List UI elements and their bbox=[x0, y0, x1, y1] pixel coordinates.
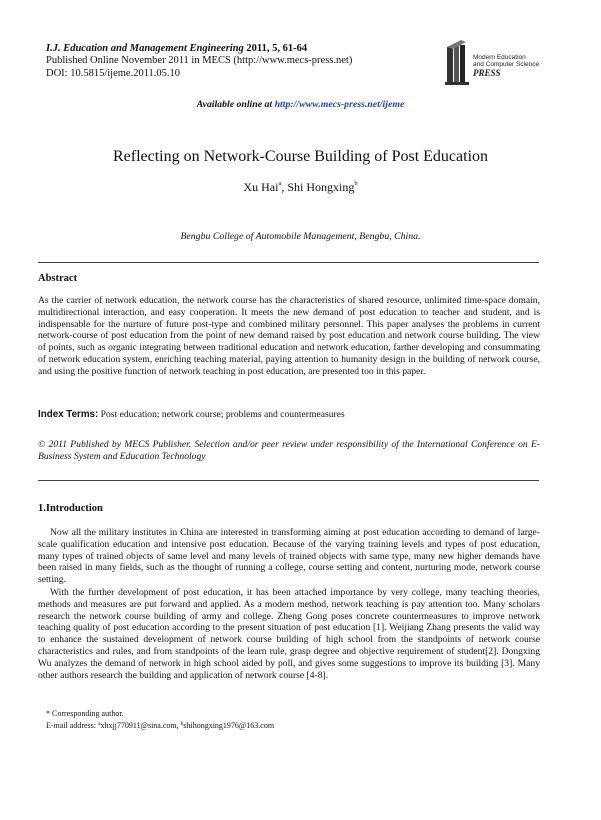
publication-info: Published Online November 2011 in MECS (http://www.mecs-press.net) bbox=[46, 55, 353, 66]
affiliation: Bengbu College of Automobile Management, Bengbu, China. bbox=[180, 231, 421, 242]
footnote-email bbox=[46, 719, 274, 731]
abstract-body: As the carrier of network education, the network course has the characteristics of shared resource, unlimited time-space domain, multidirectional interaction, and easy cooperation. It meets the new demand of post education to teacher and student, and is indispensable for the nurture of future post-type and combined military personnel. This paper analyses the problems in current network-course of post education from the point of new demand raised by post education and network course building. The view of points, such as organic integrating between traditional education and network education, farther developing and consummating of network education system, enriching teaching material, paying attention to humanity design in the building of network course, and using the positive function of network teaching in post education, are presented too in this paper. bbox=[38, 295, 540, 377]
author-line bbox=[0, 180, 601, 195]
index-terms bbox=[38, 409, 345, 420]
introduction-heading: 1.Introduction bbox=[38, 503, 103, 514]
introduction-paragraph-2: With the further development of post education, it has been attached importance by very college, many teaching theories, methods and measures are put forward and applied. As a modern method, network teaching is pay attention too. Many scholars research the network course building of army and college. Zheng Gong poses concrete countermeasures to improve network teaching quality of post education according to the present situation of post education [1]. Weijiang Zhang presents the valid way to enhance the sustained development of network course building of high school from the standpoints of network course characteristics and rules, and from standpoints of the learn rule, grasp degree and objective requirement of student[2]. Dongxing Wu analyzes the demand of network in high school aided by poll, and gives some suggestions to improve its building [3]. Many other authors research the building and application of network course [4-8]. bbox=[38, 587, 540, 681]
copyright-notice: © 2011 Published by MECS Publisher. Selection and/or peer review under responsibility of the International Conference on E-Business System and Education Technology bbox=[38, 439, 540, 462]
journal-volume: 2011, 5, 61-64 bbox=[246, 43, 308, 54]
logo-text-line2: and Computer Science bbox=[473, 61, 540, 68]
publisher-logo bbox=[445, 38, 555, 88]
footnote-corresponding: * Corresponding author. bbox=[46, 709, 124, 718]
divider-top bbox=[38, 262, 539, 263]
journal-header bbox=[46, 43, 307, 55]
introduction-paragraph-1: Now all the military institutes in China are interested in transforming aiming at post education according to demand of large-scale qualification education and intensive post education. Because of the varying training levels and types of post education, many types of trained objects of same level and many levels of trained objects with same type, many new higher demands have been raised in many fields, such as the thought of running a college, course setting and content, nurturing mode, network course setting. bbox=[38, 527, 540, 586]
availability-line bbox=[0, 99, 601, 110]
journal-url-link[interactable]: http://www.mecs-press.net/ijeme bbox=[274, 99, 405, 110]
author-1-superscript: a bbox=[278, 180, 282, 187]
author-1: Xu Hai bbox=[243, 180, 279, 194]
availability-prefix: Available online at bbox=[196, 99, 275, 110]
abstract-heading: Abstract bbox=[38, 273, 78, 284]
logo-text-line1: Modern Education bbox=[473, 54, 526, 61]
email-a-superscript: a bbox=[97, 721, 101, 727]
index-terms-list: Post education; network course; problems and countermeasures bbox=[98, 409, 345, 420]
email-label: E-mail address: bbox=[46, 721, 98, 730]
email-b-superscript: b bbox=[180, 721, 184, 727]
email-b-link[interactable]: shihongxing1976@163.com bbox=[183, 721, 275, 730]
email-a-link[interactable]: xhxjj770911@sina.com, bbox=[100, 721, 181, 730]
logo-press: PRESS bbox=[473, 68, 501, 78]
journal-name: I.J. Education and Management Engineering bbox=[46, 43, 244, 54]
index-terms-label: Index Terms: bbox=[38, 409, 99, 420]
author-2-superscript: b bbox=[354, 180, 358, 187]
author-separator: , bbox=[281, 180, 288, 194]
paper-title: Reflecting on Network-Course Building of Post Education bbox=[112, 148, 489, 165]
author-2: Shi Hongxing bbox=[287, 180, 355, 194]
divider-bottom bbox=[38, 480, 539, 481]
doi: DOI: 10.5815/ijeme.2011.05.10 bbox=[46, 68, 181, 79]
